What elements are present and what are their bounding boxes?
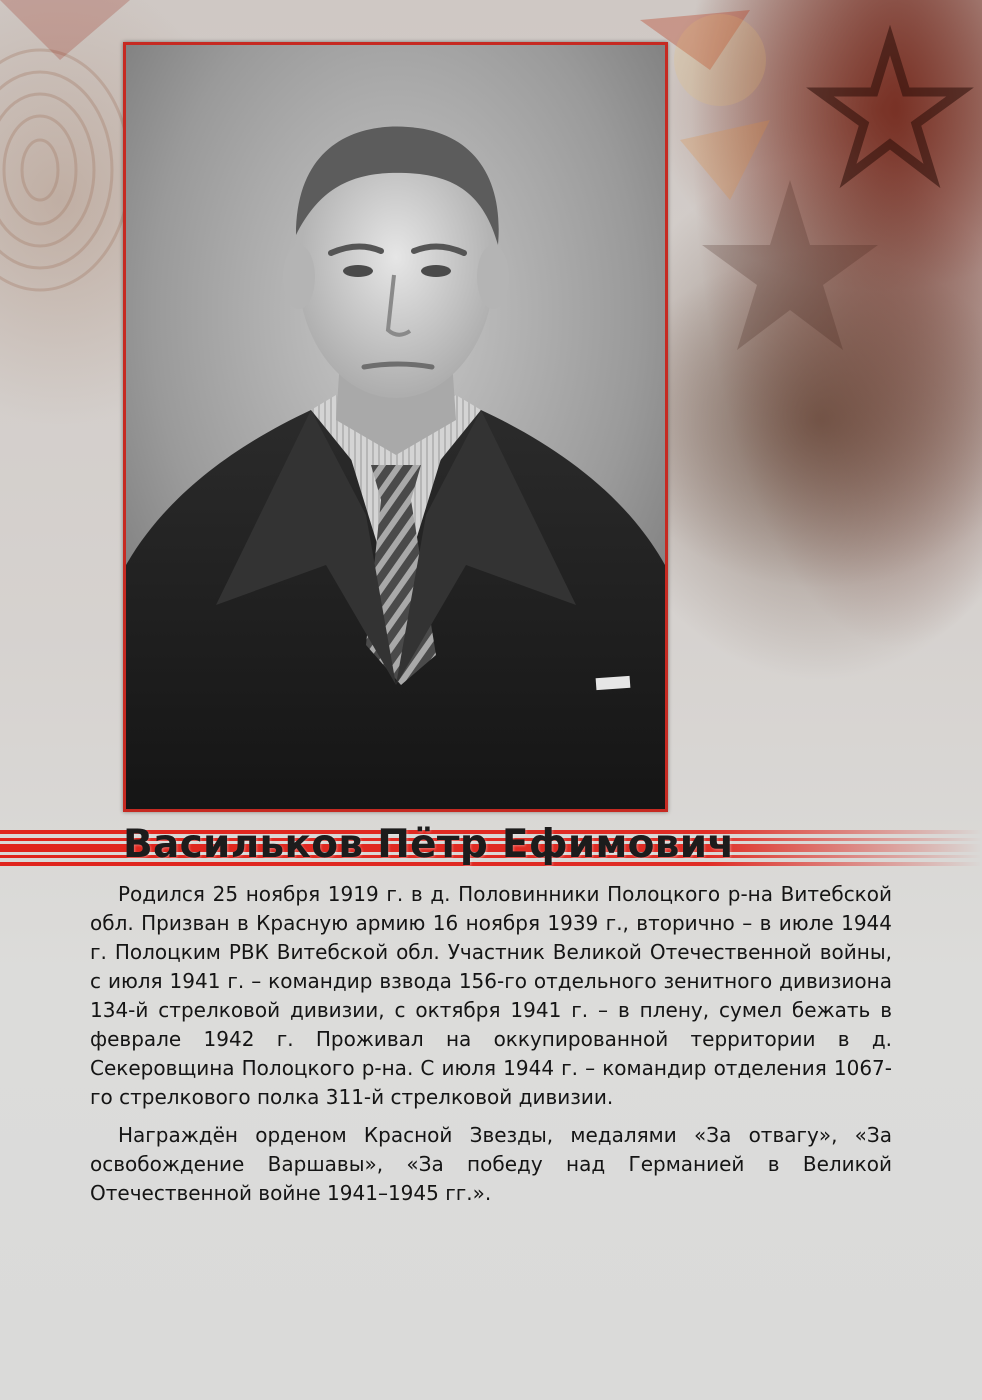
biography (90, 880, 892, 1217)
portrait-image (126, 45, 665, 809)
left-decoration (0, 0, 140, 700)
person-name: Васильков Пётр Ефимович (123, 822, 735, 867)
portrait-photo (123, 42, 668, 812)
bio-paragraph-service: Родился 25 ноября 1919 г. в д. Половинники Полоцкого р-на Витебской обл. Призван в Красную армию 16 ноября 1939 г., вторично – в июле 1944 г. Полоцким РВК Витебской обл. Участник Великой Отечественной войны, с июля 1941 г. – командир взвода 156-го отдельного зенитного дивизиона 134-й стрелковой дивизии, с октября 1941 г. – в плену, сумел бежать в феврале 1942 г. Проживал на оккупированной территории в д. Секеровщина Полоцкого р-на. С июля 1944 г. – командир отделения 1067-го стрелкового полка 311-й стрелковой дивизии. (90, 882, 892, 1109)
grunge-background-decoration (640, 0, 982, 900)
bio-paragraph-awards: Награждён орденом Красной Звезды, медалями «За отвагу», «За освобождение Варшавы», «За победу над Германией в Великой Отечественной войне 1941–1945 гг.». (90, 1123, 892, 1205)
